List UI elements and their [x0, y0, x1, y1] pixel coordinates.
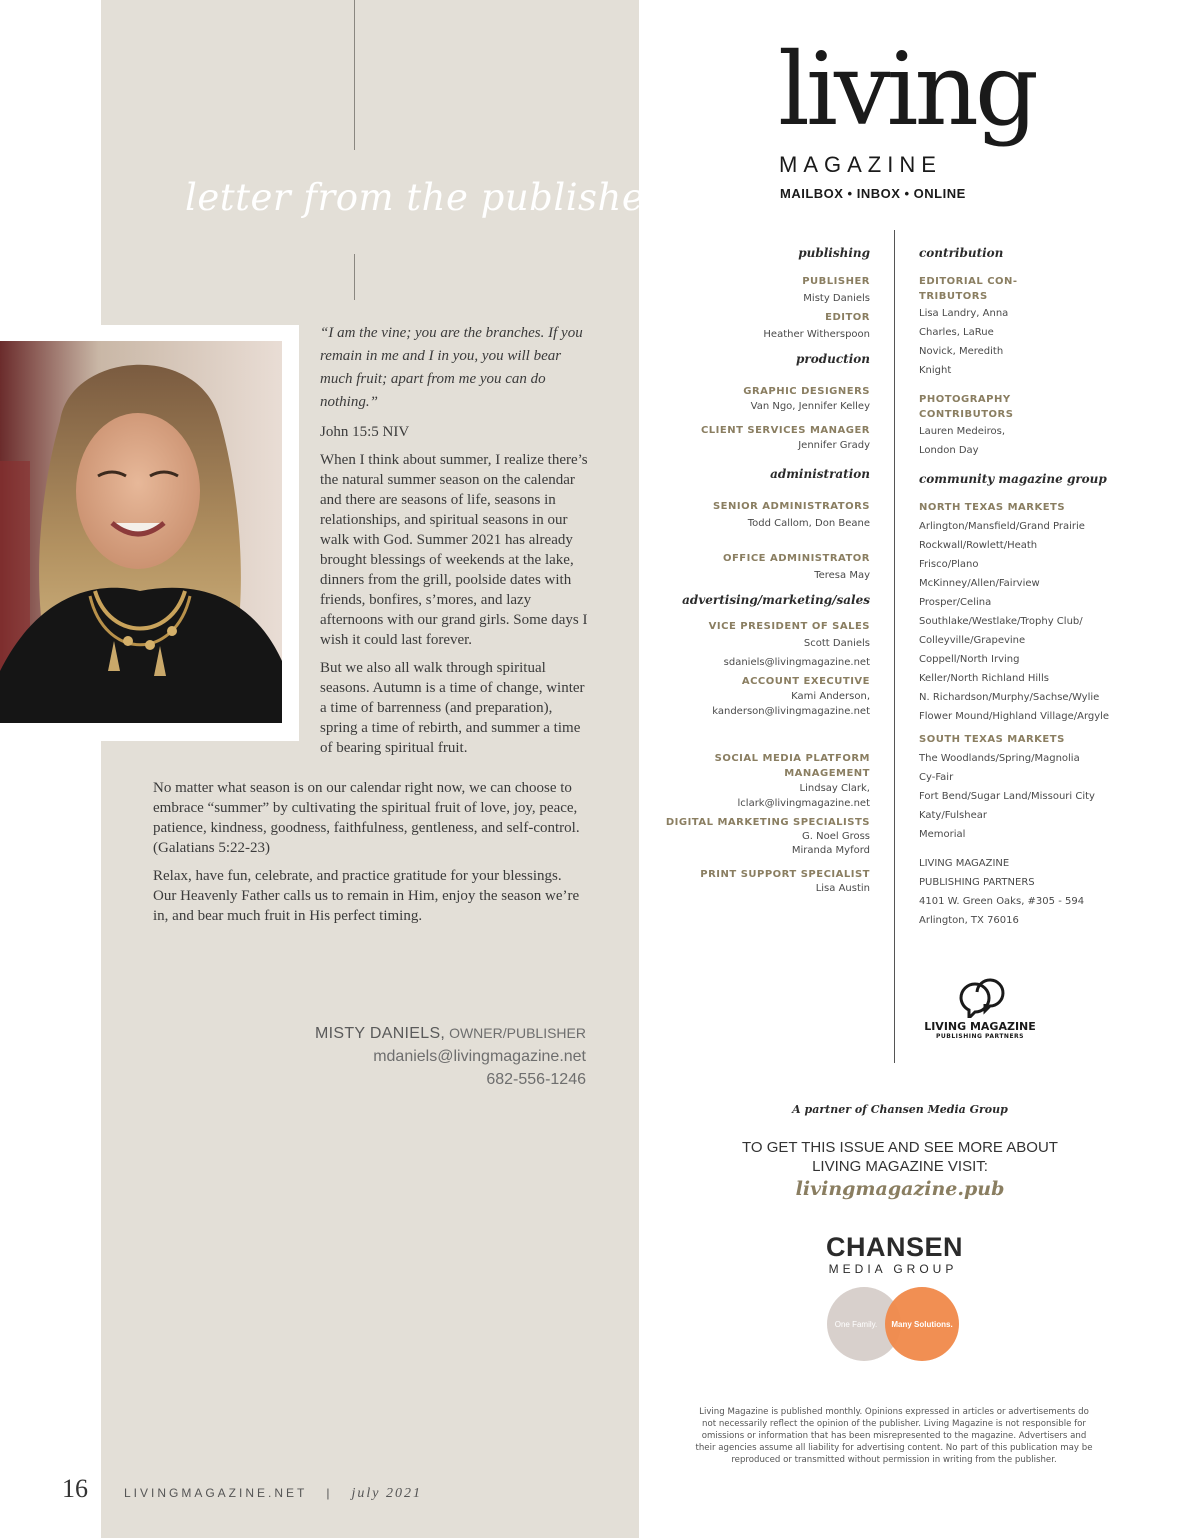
role-photo-2: CONTRIBUTORS	[919, 409, 1014, 420]
role-editorial-2: TRIBUTORS	[919, 291, 988, 302]
south-market: Memorial	[919, 829, 966, 840]
speech-bubbles-icon	[955, 978, 1005, 1018]
visit-text	[700, 1138, 1100, 1176]
north-market: Arlington/Mansfield/Grand Prairie	[919, 521, 1085, 532]
north-market: Southlake/Westlake/Trophy Club/	[919, 616, 1083, 627]
publisher-photo	[0, 341, 282, 723]
divider-mid	[354, 254, 355, 300]
letter-paragraph-1: When I think about summer, I realize there’s the natural summer season on the calendar and there are seasons of life, seasons in relationships, and spiritual seasons in our walk with God. Summer 2021 has already brought blessings of weekends at the lake, dinners from the grill, poolside dates with friends, bonfires, s’mores, and lazy afternoons with our grand girls. Some days I wish it could last forever.	[320, 452, 588, 648]
role-social-2: MANAGEMENT	[784, 768, 870, 779]
footer-site	[124, 1486, 422, 1502]
name-editorial-3: Novick, Meredith	[919, 346, 1004, 357]
name-publisher: Misty Daniels	[803, 293, 870, 304]
north-market: Flower Mound/Highland Village/Argyle	[919, 711, 1110, 722]
masthead-left	[640, 246, 870, 896]
name-social: Lindsay Clark,	[799, 783, 870, 794]
south-market: Katy/Fulshear	[919, 810, 987, 821]
name-ae: Kami Anderson,	[791, 691, 870, 702]
name-senior: Todd Callom, Don Beane	[747, 518, 870, 529]
divider-top	[354, 0, 355, 150]
north-market: Prosper/Celina	[919, 597, 992, 608]
north-market: Colleyville/Grapevine	[919, 635, 1026, 646]
masthead-right	[919, 246, 1119, 930]
publisher-address	[919, 854, 1119, 930]
email-ae[interactable]: kanderson@livingmagazine.net	[712, 706, 870, 717]
signature-block	[300, 1022, 586, 1091]
name-graphic: Van Ngo, Jennifer Kelley	[750, 401, 870, 412]
section-contribution: contribution	[919, 246, 1004, 260]
chansen-circles-icon	[826, 1284, 966, 1364]
address-line: PUBLISHING PARTNERS	[919, 877, 1035, 888]
role-vp: VICE PRESIDENT OF SALES	[708, 621, 870, 632]
lmpp-logo	[920, 978, 1040, 1040]
signature-phone: 682-556-1246	[486, 1071, 586, 1088]
name-photo-1: Lauren Medeiros,	[919, 426, 1006, 437]
letter-paragraph-2a: But we also all walk through spiritual seasons. Autumn is a time of change, winter a time of barrenness (and preparation), spring a time of rebirth, and summer a time of bearing spiritual fruit.	[320, 660, 585, 756]
north-markets-list	[919, 517, 1119, 726]
role-print: PRINT SUPPORT SPECIALIST	[700, 869, 870, 880]
bible-quote: “I am the vine; you are the branches. If you remain in me and I in you, you will bear much fruit; apart from me you can do nothing.”	[320, 325, 583, 410]
chansen-sub: MEDIA GROUP	[828, 1262, 958, 1276]
south-markets-list	[919, 749, 1119, 844]
north-market: McKinney/Allen/Fairview	[919, 578, 1040, 589]
logo-wordmark: living	[778, 31, 1035, 148]
role-graphic: GRAPHIC DESIGNERS	[743, 386, 870, 397]
disclaimer: Living Magazine is published monthly. Opinions expressed in articles or advertisements do not necessarily reflect the opinion of the publisher. Living Magazine is not responsible for omissions or information that has been misrepresented to the magazine. Advertisers and their agencies assume all liability for advertising content. No part of this publication may be reproduced or transmitted without permission in writing from the publisher.	[695, 1407, 1093, 1465]
circle-text-right: Many Solutions.	[891, 1320, 953, 1329]
name-vp: Scott Daniels	[803, 638, 870, 649]
masthead-divider	[894, 230, 895, 1063]
beige-column	[101, 0, 639, 1538]
lmpp-name: LIVING MAGAZINE	[924, 1020, 1036, 1033]
name-digital-2: Miranda Myford	[791, 845, 870, 856]
south-market: Fort Bend/Sugar Land/Missouri City	[919, 791, 1095, 802]
email-social[interactable]: lclark@livingmagazine.net	[737, 798, 870, 809]
address-line: 4101 W. Green Oaks, #305 - 594	[919, 896, 1085, 907]
letter-bottom-column	[153, 778, 583, 934]
north-market: Frisco/Plano	[919, 559, 979, 570]
name-digital-1: G. Noel Gross	[802, 831, 870, 842]
name-office: Teresa May	[814, 570, 870, 581]
visit-url-link[interactable]: livingmagazine.pub	[795, 1178, 1005, 1200]
footer-separator: |	[326, 1486, 333, 1500]
name-editor: Heather Witherspoon	[763, 329, 870, 340]
section-advertising: advertising/marketing/sales	[682, 593, 870, 607]
south-market: Cy-Fair	[919, 772, 954, 783]
role-ae: ACCOUNT EXECUTIVE	[741, 676, 870, 687]
visit-line-2: LIVING MAGAZINE VISIT:	[812, 1158, 988, 1175]
quote-citation: John 15:5 NIV	[320, 424, 410, 440]
letter-top-column	[320, 322, 588, 758]
role-publisher: PUBLISHER	[802, 276, 870, 287]
lmpp-sub: PUBLISHING PARTNERS	[935, 1033, 1024, 1040]
logo-tagline: MAILBOX • INBOX • ONLINE	[780, 186, 966, 201]
section-community: community magazine group	[919, 472, 1107, 486]
north-market: Coppell/North Irving	[919, 654, 1020, 665]
role-editorial-1: EDITORIAL CON-	[919, 276, 1018, 287]
role-senior: SENIOR ADMINISTRATORS	[712, 501, 870, 512]
role-photo-1: PHOTOGRAPHY	[919, 394, 1011, 405]
role-office: OFFICE ADMINISTRATOR	[722, 553, 870, 564]
role-editor: EDITOR	[825, 312, 870, 323]
logo-magazine: MAGAZINE	[779, 152, 942, 177]
role-client: CLIENT SERVICES MANAGER	[700, 425, 870, 436]
page-footer	[62, 1474, 423, 1504]
address-line: LIVING MAGAZINE	[919, 858, 1010, 869]
partner-line: A partner of Chansen Media Group	[792, 1103, 1008, 1116]
section-publishing: publishing	[798, 246, 870, 260]
role-north: NORTH TEXAS MARKETS	[919, 502, 1066, 513]
chansen-logo: CHANSEN	[826, 1232, 964, 1262]
footer-month: july 2021	[351, 1486, 423, 1501]
role-south: SOUTH TEXAS MARKETS	[919, 734, 1065, 745]
section-administration: administration	[770, 467, 870, 481]
name-print: Lisa Austin	[815, 883, 870, 894]
name-editorial-1: Lisa Landry, Anna	[919, 308, 1009, 319]
circle-text-left: One Family.	[834, 1320, 878, 1329]
letter-paragraph-2b: No matter what season is on our calendar right now, we can choose to embrace “summer” by cultivating the spiritual fruit of love, joy, peace, patience, kindness, goodness, faithfulness, gentleness, and self-control. (Galatians 5:22-23)	[153, 780, 580, 856]
north-market: Rockwall/Rowlett/Heath	[919, 540, 1038, 551]
page-number: 16	[62, 1474, 88, 1503]
section-title: letter from the publisher	[185, 176, 663, 219]
footer-url[interactable]: LIVINGMAGAZINE.NET	[124, 1486, 308, 1500]
letter-paragraph-3: Relax, have fun, celebrate, and practice gratitude for your blessings. Our Heavenly Father calls us to remain in Him, enjoy the season we’re in, and bear much fruit in His perfect timing.	[153, 868, 580, 924]
name-client: Jennifer Grady	[798, 440, 870, 451]
south-market: The Woodlands/Spring/Magnolia	[919, 753, 1080, 764]
name-editorial-2: Charles, LaRue	[919, 327, 994, 338]
visit-line-1: TO GET THIS ISSUE AND SEE MORE ABOUT	[742, 1139, 1058, 1156]
north-market: Keller/North Richland Hills	[919, 673, 1049, 684]
name-photo-2: London Day	[919, 445, 979, 456]
role-social-1: SOCIAL MEDIA PLATFORM	[714, 753, 870, 764]
section-production: production	[796, 352, 870, 366]
signature-email[interactable]: mdaniels@livingmagazine.net	[373, 1048, 586, 1065]
name-editorial-4: Knight	[919, 365, 952, 376]
address-line: Arlington, TX 76016	[919, 915, 1019, 926]
role-digital: DIGITAL MARKETING SPECIALISTS	[665, 817, 870, 828]
email-vp[interactable]: sdaniels@livingmagazine.net	[723, 657, 870, 668]
signature-name: MISTY DANIELS,	[315, 1025, 446, 1042]
north-market: N. Richardson/Murphy/Sachse/Wylie	[919, 692, 1100, 703]
signature-title: OWNER/PUBLISHER	[445, 1025, 586, 1041]
